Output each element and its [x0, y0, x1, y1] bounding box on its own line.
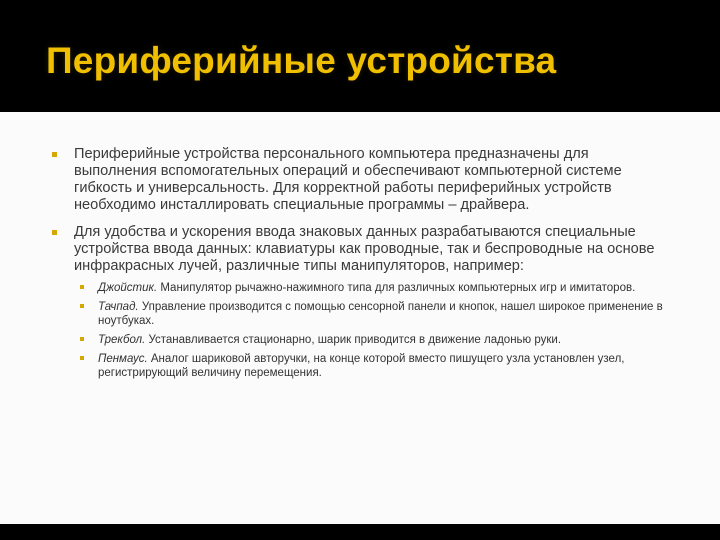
square-bullet-icon: [80, 337, 84, 341]
square-bullet-icon: [80, 304, 84, 308]
square-bullet-icon: [80, 285, 84, 289]
square-bullet-icon: [52, 152, 57, 157]
term-description: Устанавливается стационарно, шарик приводится в движение ладонью руки.: [145, 334, 562, 346]
square-bullet-icon: [80, 356, 84, 360]
term-label: Пенмаус.: [98, 353, 148, 365]
bullet-item: [50, 146, 670, 214]
sub-bullet-list: [74, 281, 670, 380]
bullet-item: [50, 224, 670, 380]
term-label: Тачпад.: [98, 301, 139, 313]
sub-bullet-item: [74, 352, 670, 380]
title-bar: [0, 0, 720, 112]
square-bullet-icon: [52, 230, 57, 235]
content-area: [0, 112, 720, 524]
bullet-list: [50, 146, 670, 390]
bottom-bar: [0, 524, 720, 540]
term-label: Джойстик.: [98, 282, 158, 294]
sub-bullet-item: [74, 333, 670, 347]
sub-bullet-item: [74, 300, 670, 328]
term-description: Аналог шариковой авторучки, на конце которой вместо пишущего узла установлен узел, регистрирующий величину перемещения.: [98, 353, 625, 379]
bullet-text: Для удобства и ускорения ввода знаковых данных разрабатываются специальные устройства ввода данных: клавиатуры как проводные, так и беспроводные на основе инфракрасных лучей, различные типы манипуляторов, например:: [74, 224, 655, 274]
term-description: Управление производится с помощью сенсорной панели и кнопок, нашел широкое применение в ноутбуках.: [98, 301, 663, 327]
term-label: Трекбол.: [98, 334, 146, 346]
bullet-text: Периферийные устройства персонального компьютера предназначены для выполнения вспомогательных операций и обеспечивают компьютерной системе гибкость и универсальность. Для корректной работы периферийных устройств необходимо инсталлировать специальные программы – драйвера.: [74, 146, 622, 213]
term-description: Манипулятор рычажно-нажимного типа для различных компьютерных игр и имитаторов.: [157, 282, 636, 294]
slide-title: Периферийные устройства: [46, 40, 557, 81]
sub-bullet-item: [74, 281, 670, 295]
